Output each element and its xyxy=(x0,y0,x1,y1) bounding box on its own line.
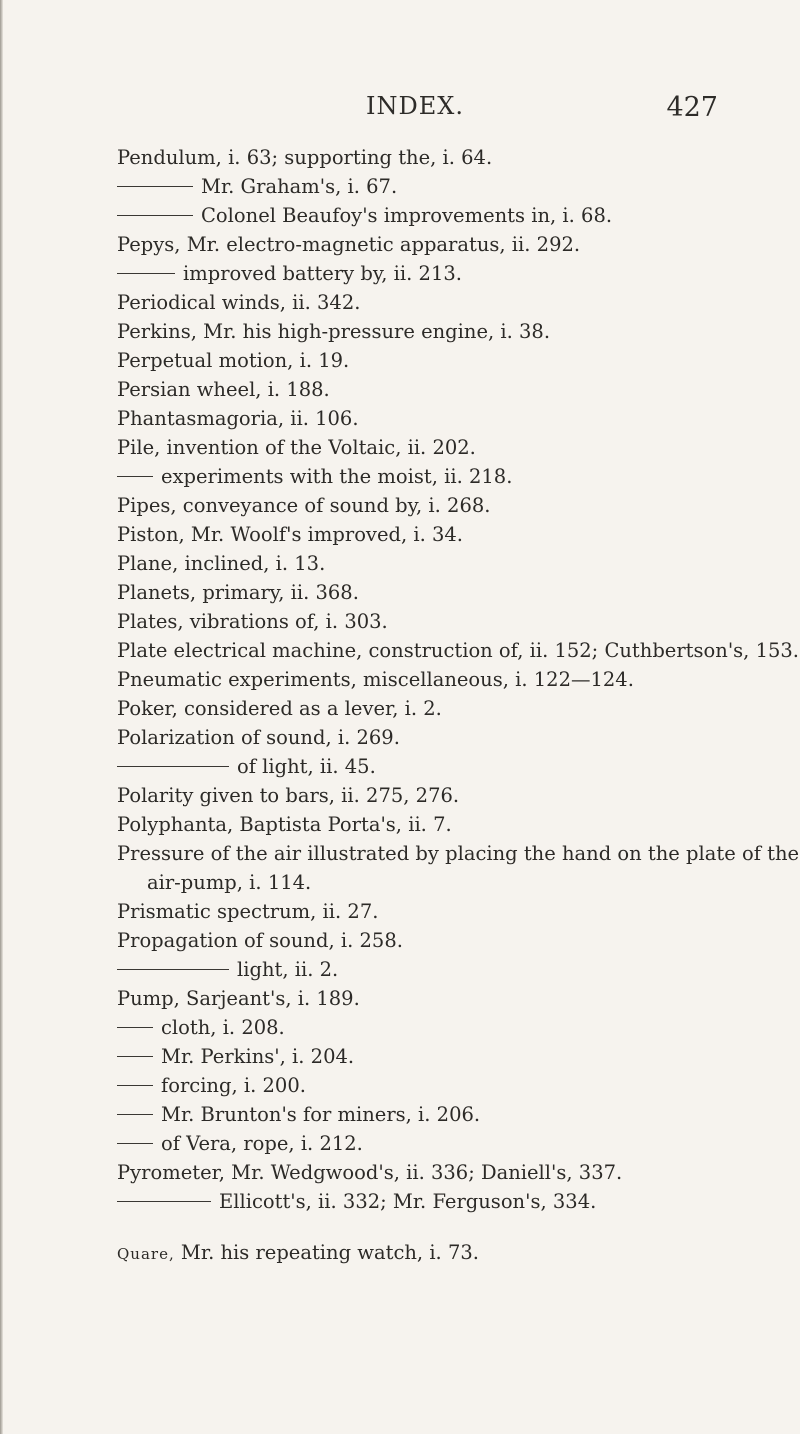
index-entry xyxy=(117,839,800,868)
index-entry-text: light, ii. 2. xyxy=(237,958,339,981)
index-entry-text: Mr. Brunton's for miners, i. 206. xyxy=(161,1103,481,1126)
index-entry xyxy=(117,143,797,172)
index-entry-text: Mr. Graham's, i. 67. xyxy=(201,175,398,198)
index-entry-text: Pump, Sarjeant's, i. 189. xyxy=(117,987,360,1010)
ditto-dash xyxy=(117,186,193,187)
index-entry-text: Persian wheel, i. 188. xyxy=(117,378,330,401)
index-entry-text: Pendulum, i. 63; supporting the, i. 64. xyxy=(117,146,493,169)
index-entry-text: Pyrometer, Mr. Wedgwood's, ii. 336; Daniell's, 337. xyxy=(117,1161,623,1184)
index-entry xyxy=(117,520,797,549)
page-header xyxy=(0,92,800,132)
index-entry-text: air-pump, i. 114. xyxy=(147,871,312,894)
ditto-dash xyxy=(117,1114,153,1115)
ditto-dash xyxy=(117,215,193,216)
index-entry-text: experiments with the moist, ii. 218. xyxy=(161,465,513,488)
index-entry-text: of light, ii. 45. xyxy=(237,755,376,778)
index-entry-text: Plane, inclined, i. 13. xyxy=(117,552,326,575)
ditto-dash xyxy=(117,273,175,274)
index-entry xyxy=(117,404,797,433)
index-entry xyxy=(117,230,797,259)
index-entry-text: Polarization of sound, i. 269. xyxy=(117,726,400,749)
index-entry xyxy=(117,1238,797,1267)
index-entry xyxy=(117,549,797,578)
index-entry-text: Periodical winds, ii. 342. xyxy=(117,291,361,314)
index-entry-text: Propagation of sound, i. 258. xyxy=(117,929,403,952)
index-entry xyxy=(117,1187,797,1216)
index-entries xyxy=(117,143,800,1267)
index-entry xyxy=(117,665,797,694)
index-entry xyxy=(117,694,797,723)
index-entry xyxy=(117,810,797,839)
index-entry-text: Plate electrical machine, construction of, ii. 152; Cuthbertson's, 153. xyxy=(117,639,799,662)
index-entry xyxy=(117,781,797,810)
index-entry xyxy=(117,723,797,752)
index-entry-text: Pneumatic experiments, miscellaneous, i. 122—124. xyxy=(117,668,634,691)
index-entry xyxy=(117,897,797,926)
ditto-dash xyxy=(117,1027,153,1028)
index-entry-text: Plates, vibrations of, i. 303. xyxy=(117,610,388,633)
index-entry-text: Prismatic spectrum, ii. 27. xyxy=(117,900,379,923)
index-entry-text: Pipes, conveyance of sound by, i. 268. xyxy=(117,494,491,517)
page-edge-shadow xyxy=(0,0,3,1434)
index-entry xyxy=(117,752,797,781)
index-entry-text: forcing, i. 200. xyxy=(161,1074,306,1097)
index-entry-text: Pepys, Mr. electro-magnetic apparatus, ii. 292. xyxy=(117,233,581,256)
index-entry-text: of Vera, rope, i. 212. xyxy=(161,1132,363,1155)
ditto-dash xyxy=(117,766,229,767)
index-entry xyxy=(117,955,797,984)
ditto-dash xyxy=(117,1085,153,1086)
ditto-dash xyxy=(117,1201,211,1202)
index-entry xyxy=(117,1042,797,1071)
index-entry-text: cloth, i. 208. xyxy=(161,1016,285,1039)
index-entry xyxy=(117,491,797,520)
index-entry-text: Phantasmagoria, ii. 106. xyxy=(117,407,359,430)
index-entry-text: Polyphanta, Baptista Porta's, ii. 7. xyxy=(117,813,452,836)
ditto-dash xyxy=(117,1056,153,1057)
index-entry xyxy=(117,317,797,346)
small-caps-heading: Quare, xyxy=(117,1245,175,1263)
index-entry xyxy=(117,288,797,317)
index-entry xyxy=(117,1100,797,1129)
index-entry xyxy=(117,346,797,375)
running-title: INDEX. xyxy=(366,92,464,120)
index-entry-text: Planets, primary, ii. 368. xyxy=(117,581,359,604)
index-entry xyxy=(117,636,797,665)
index-entry xyxy=(117,259,797,288)
index-entry-text: Pile, invention of the Voltaic, ii. 202. xyxy=(117,436,476,459)
index-entry-text: Poker, considered as a lever, i. 2. xyxy=(117,697,442,720)
index-entry-text: Mr. his repeating watch, i. 73. xyxy=(180,1241,479,1264)
index-entry-text: improved battery by, ii. 213. xyxy=(183,262,462,285)
index-entry-text: Mr. Perkins', i. 204. xyxy=(161,1045,355,1068)
page-number: 427 xyxy=(666,92,718,123)
index-entry xyxy=(117,375,797,404)
index-entry-text: Ellicott's, ii. 332; Mr. Ferguson's, 334. xyxy=(219,1190,597,1213)
index-entry xyxy=(117,984,797,1013)
index-entry-text: Pressure of the air illustrated by placing the hand on the plate of the xyxy=(117,842,800,865)
ditto-dash xyxy=(117,1143,153,1144)
index-entry-continuation xyxy=(117,868,797,897)
index-entry xyxy=(117,578,797,607)
index-entry-text: Perkins, Mr. his high-pressure engine, i. 38. xyxy=(117,320,551,343)
index-entry xyxy=(117,926,797,955)
ditto-dash xyxy=(117,476,153,477)
index-entry-text: Colonel Beaufoy's improvements in, i. 68. xyxy=(201,204,613,227)
index-entry xyxy=(117,607,797,636)
index-entry xyxy=(117,201,797,230)
index-entry-text: Polarity given to bars, ii. 275, 276. xyxy=(117,784,460,807)
index-entry xyxy=(117,1071,797,1100)
index-entry-text: Perpetual motion, i. 19. xyxy=(117,349,350,372)
index-entry xyxy=(117,462,797,491)
index-entry-text: Piston, Mr. Woolf's improved, i. 34. xyxy=(117,523,464,546)
index-entry xyxy=(117,1013,797,1042)
index-entry xyxy=(117,172,797,201)
ditto-dash xyxy=(117,969,229,970)
index-entry xyxy=(117,1129,797,1158)
index-entry xyxy=(117,433,797,462)
index-entry xyxy=(117,1158,797,1187)
